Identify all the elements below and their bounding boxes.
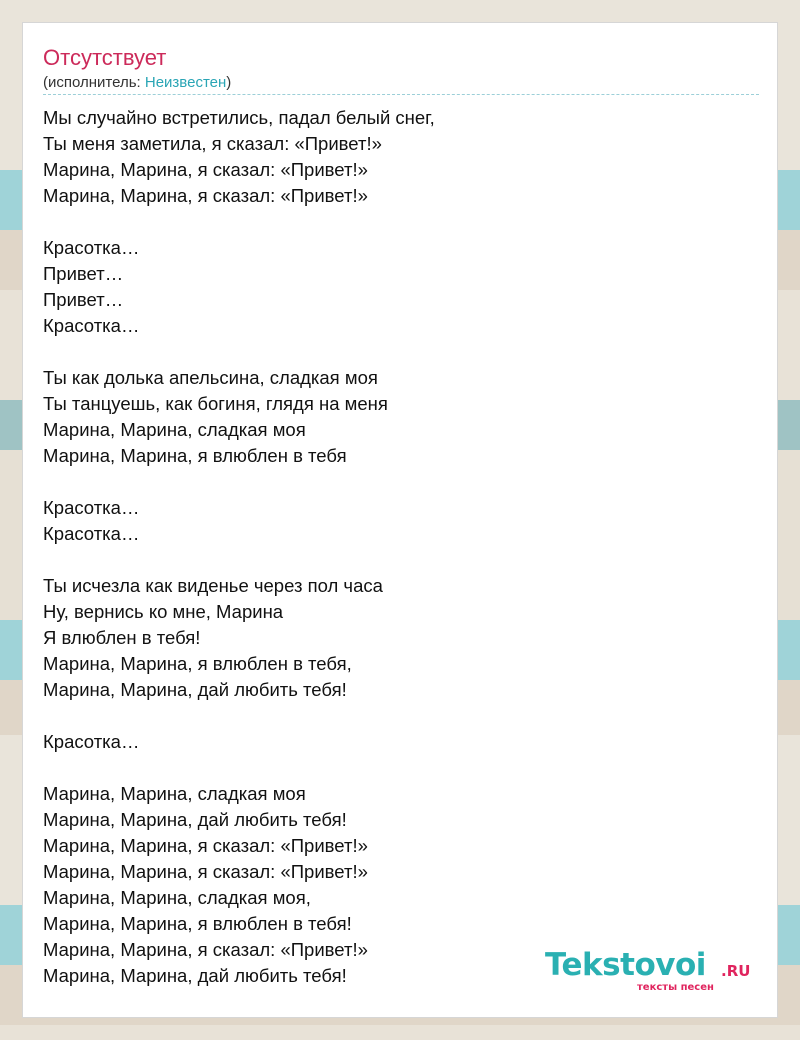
lyric-line: Привет…	[43, 289, 124, 310]
lyric-line: Ну, вернись ко мне, Марина	[43, 601, 284, 622]
lyric-line: Я влюблен в тебя!	[43, 627, 201, 648]
song-title: Отсутствует	[43, 45, 167, 70]
lyric-line: Красотка…	[43, 237, 140, 258]
lyric-line: Марина, Марина, дай любить тебя!	[43, 809, 347, 830]
lyrics-text	[43, 105, 759, 989]
lyric-line: Мы случайно встретились, падал белый снег,	[43, 107, 435, 128]
lyric-line: Ты как долька апельсина, сладкая моя	[43, 367, 378, 388]
lyric-line: Красотка…	[43, 731, 140, 752]
lyric-line: Марина, Марина, я влюблен в тебя!	[43, 913, 352, 934]
lyric-line: Ты танцуешь, как богиня, глядя на меня	[43, 393, 388, 414]
stanza-break	[43, 547, 759, 573]
lyric-line: Марина, Марина, я сказал: «Привет!»	[43, 159, 368, 180]
artist-suffix: )	[226, 74, 232, 91]
lyric-line: Марина, Марина, я влюблен в тебя	[43, 445, 347, 466]
logo-tagline: тексты песен	[637, 982, 714, 993]
artist-link[interactable]: Неизвестен	[144, 74, 227, 91]
lyric-line: Марина, Марина, дай любить тебя!	[43, 679, 347, 700]
lyric-line: Марина, Марина, я сказал: «Привет!»	[43, 185, 368, 206]
stanza-break	[43, 469, 759, 495]
tekstovoi-logo[interactable]	[545, 948, 755, 992]
lyric-line: Красотка…	[43, 315, 140, 336]
stanza-break	[43, 755, 759, 781]
lyric-line: Марина, Марина, дай любить тебя!	[43, 965, 347, 986]
lyric-line: Марина, Марина, сладкая моя	[43, 783, 306, 804]
lyric-line: Ты меня заметила, я сказал: «Привет!»	[43, 133, 382, 154]
stanza-break	[43, 339, 759, 365]
lyric-line: Марина, Марина, я влюблен в тебя,	[43, 653, 352, 674]
artist-prefix: (исполнитель:	[43, 74, 145, 91]
lyrics-card	[22, 22, 778, 1018]
lyric-line: Красотка…	[43, 523, 140, 544]
logo-text: Tekstovoi	[545, 947, 706, 983]
lyric-line: Марина, Марина, я сказал: «Привет!»	[43, 939, 368, 960]
title-divider	[43, 94, 759, 95]
logo-tld: .RU	[721, 962, 751, 980]
lyric-line: Ты исчезла как виденье через пол часа	[43, 575, 383, 596]
lyric-line: Марина, Марина, я сказал: «Привет!»	[43, 835, 368, 856]
lyric-line: Красотка…	[43, 497, 140, 518]
stanza-break	[43, 209, 759, 235]
artist-line	[43, 74, 231, 92]
lyric-line: Марина, Марина, сладкая моя,	[43, 887, 311, 908]
lyric-line: Марина, Марина, я сказал: «Привет!»	[43, 861, 368, 882]
lyric-line: Привет…	[43, 263, 124, 284]
stanza-break	[43, 703, 759, 729]
lyric-line: Марина, Марина, сладкая моя	[43, 419, 306, 440]
